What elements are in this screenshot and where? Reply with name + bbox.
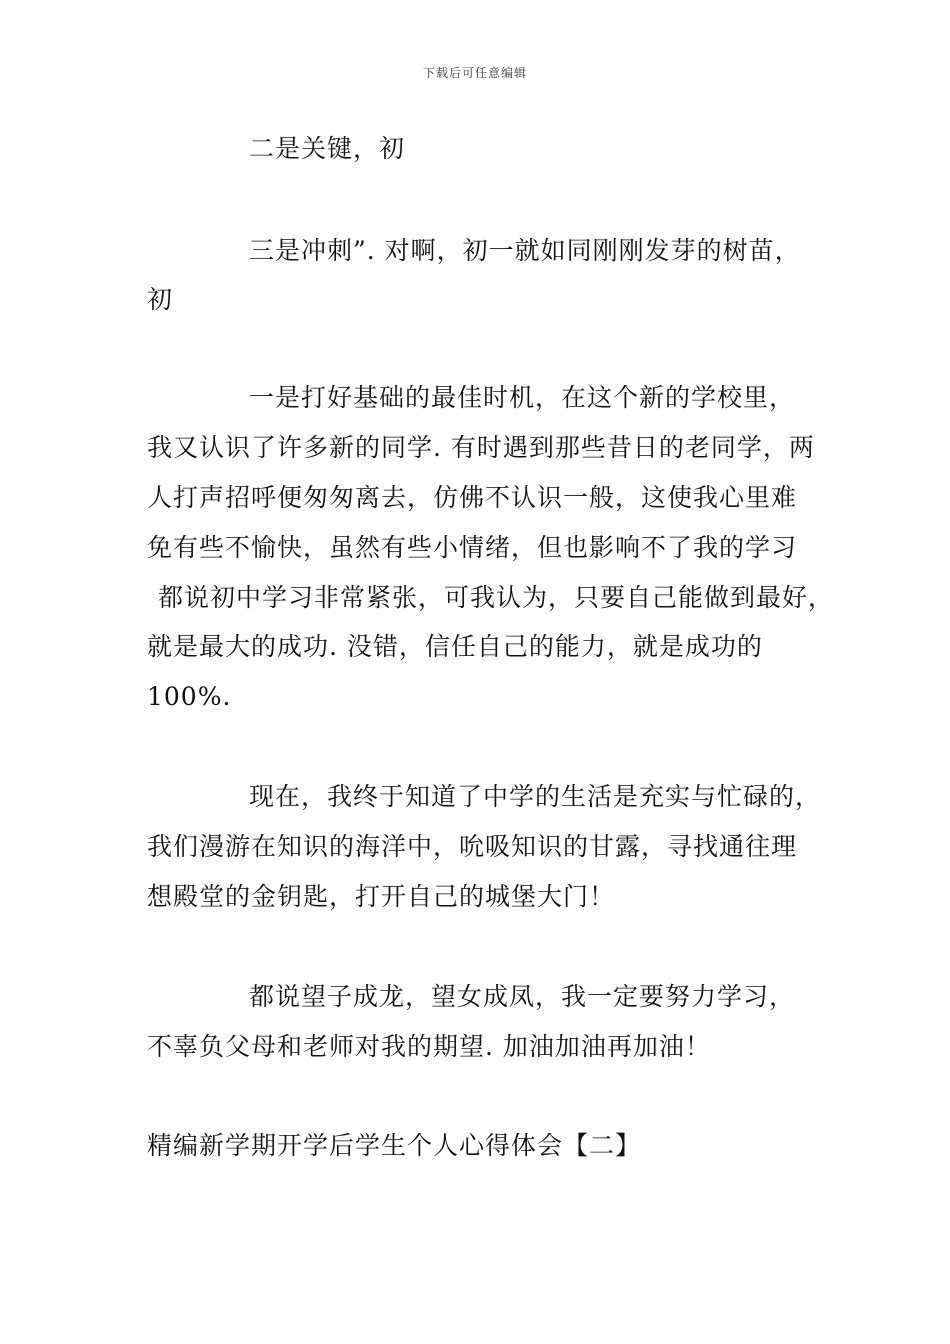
body-line: 100%. xyxy=(147,682,232,711)
body-line: 我又认识了许多新的同学. 有时遇到那些昔日的老同学，两 xyxy=(147,433,815,462)
body-line: 想殿堂的金钥匙，打开自己的城堡大门！ xyxy=(147,882,616,911)
body-line: 都说初中学习非常紧张，可我认为，只要自己能做到最好， xyxy=(158,583,835,612)
body-line: 三是冲刺”. 对啊，初一就如同刚刚发芽的树苗， xyxy=(249,236,801,265)
section-title: 精编新学期开学后学生个人心得体会【二】 xyxy=(147,1131,642,1160)
body-line: 人打声招呼便匆匆离去，仿佛不认识一般，这使我心里难 xyxy=(147,483,798,512)
body-line: 初 xyxy=(147,285,174,314)
body-line: 一是打好基础的最佳时机，在这个新的学校里， xyxy=(249,383,796,412)
page-header: 下载后可任意编辑 xyxy=(422,66,527,80)
body-line: 二是关键，初 xyxy=(249,134,406,163)
body-line: 我们漫游在知识的海洋中，吮吸知识的甘露，寻找通往理 xyxy=(147,832,798,861)
body-line: 就是最大的成功. 没错，信任自己的能力，就是成功的 xyxy=(147,632,763,661)
body-line: 不辜负父母和老师对我的期望. 加油加油再加油！ xyxy=(147,1032,711,1061)
body-line: 都说望子成龙，望女成凤，我一定要努力学习， xyxy=(249,982,796,1011)
body-line: 免有些不愉快，虽然有些小情绪，但也影响不了我的学习 xyxy=(147,533,798,562)
body-line: 现在，我终于知道了中学的生活是充实与忙碌的， xyxy=(249,782,822,811)
